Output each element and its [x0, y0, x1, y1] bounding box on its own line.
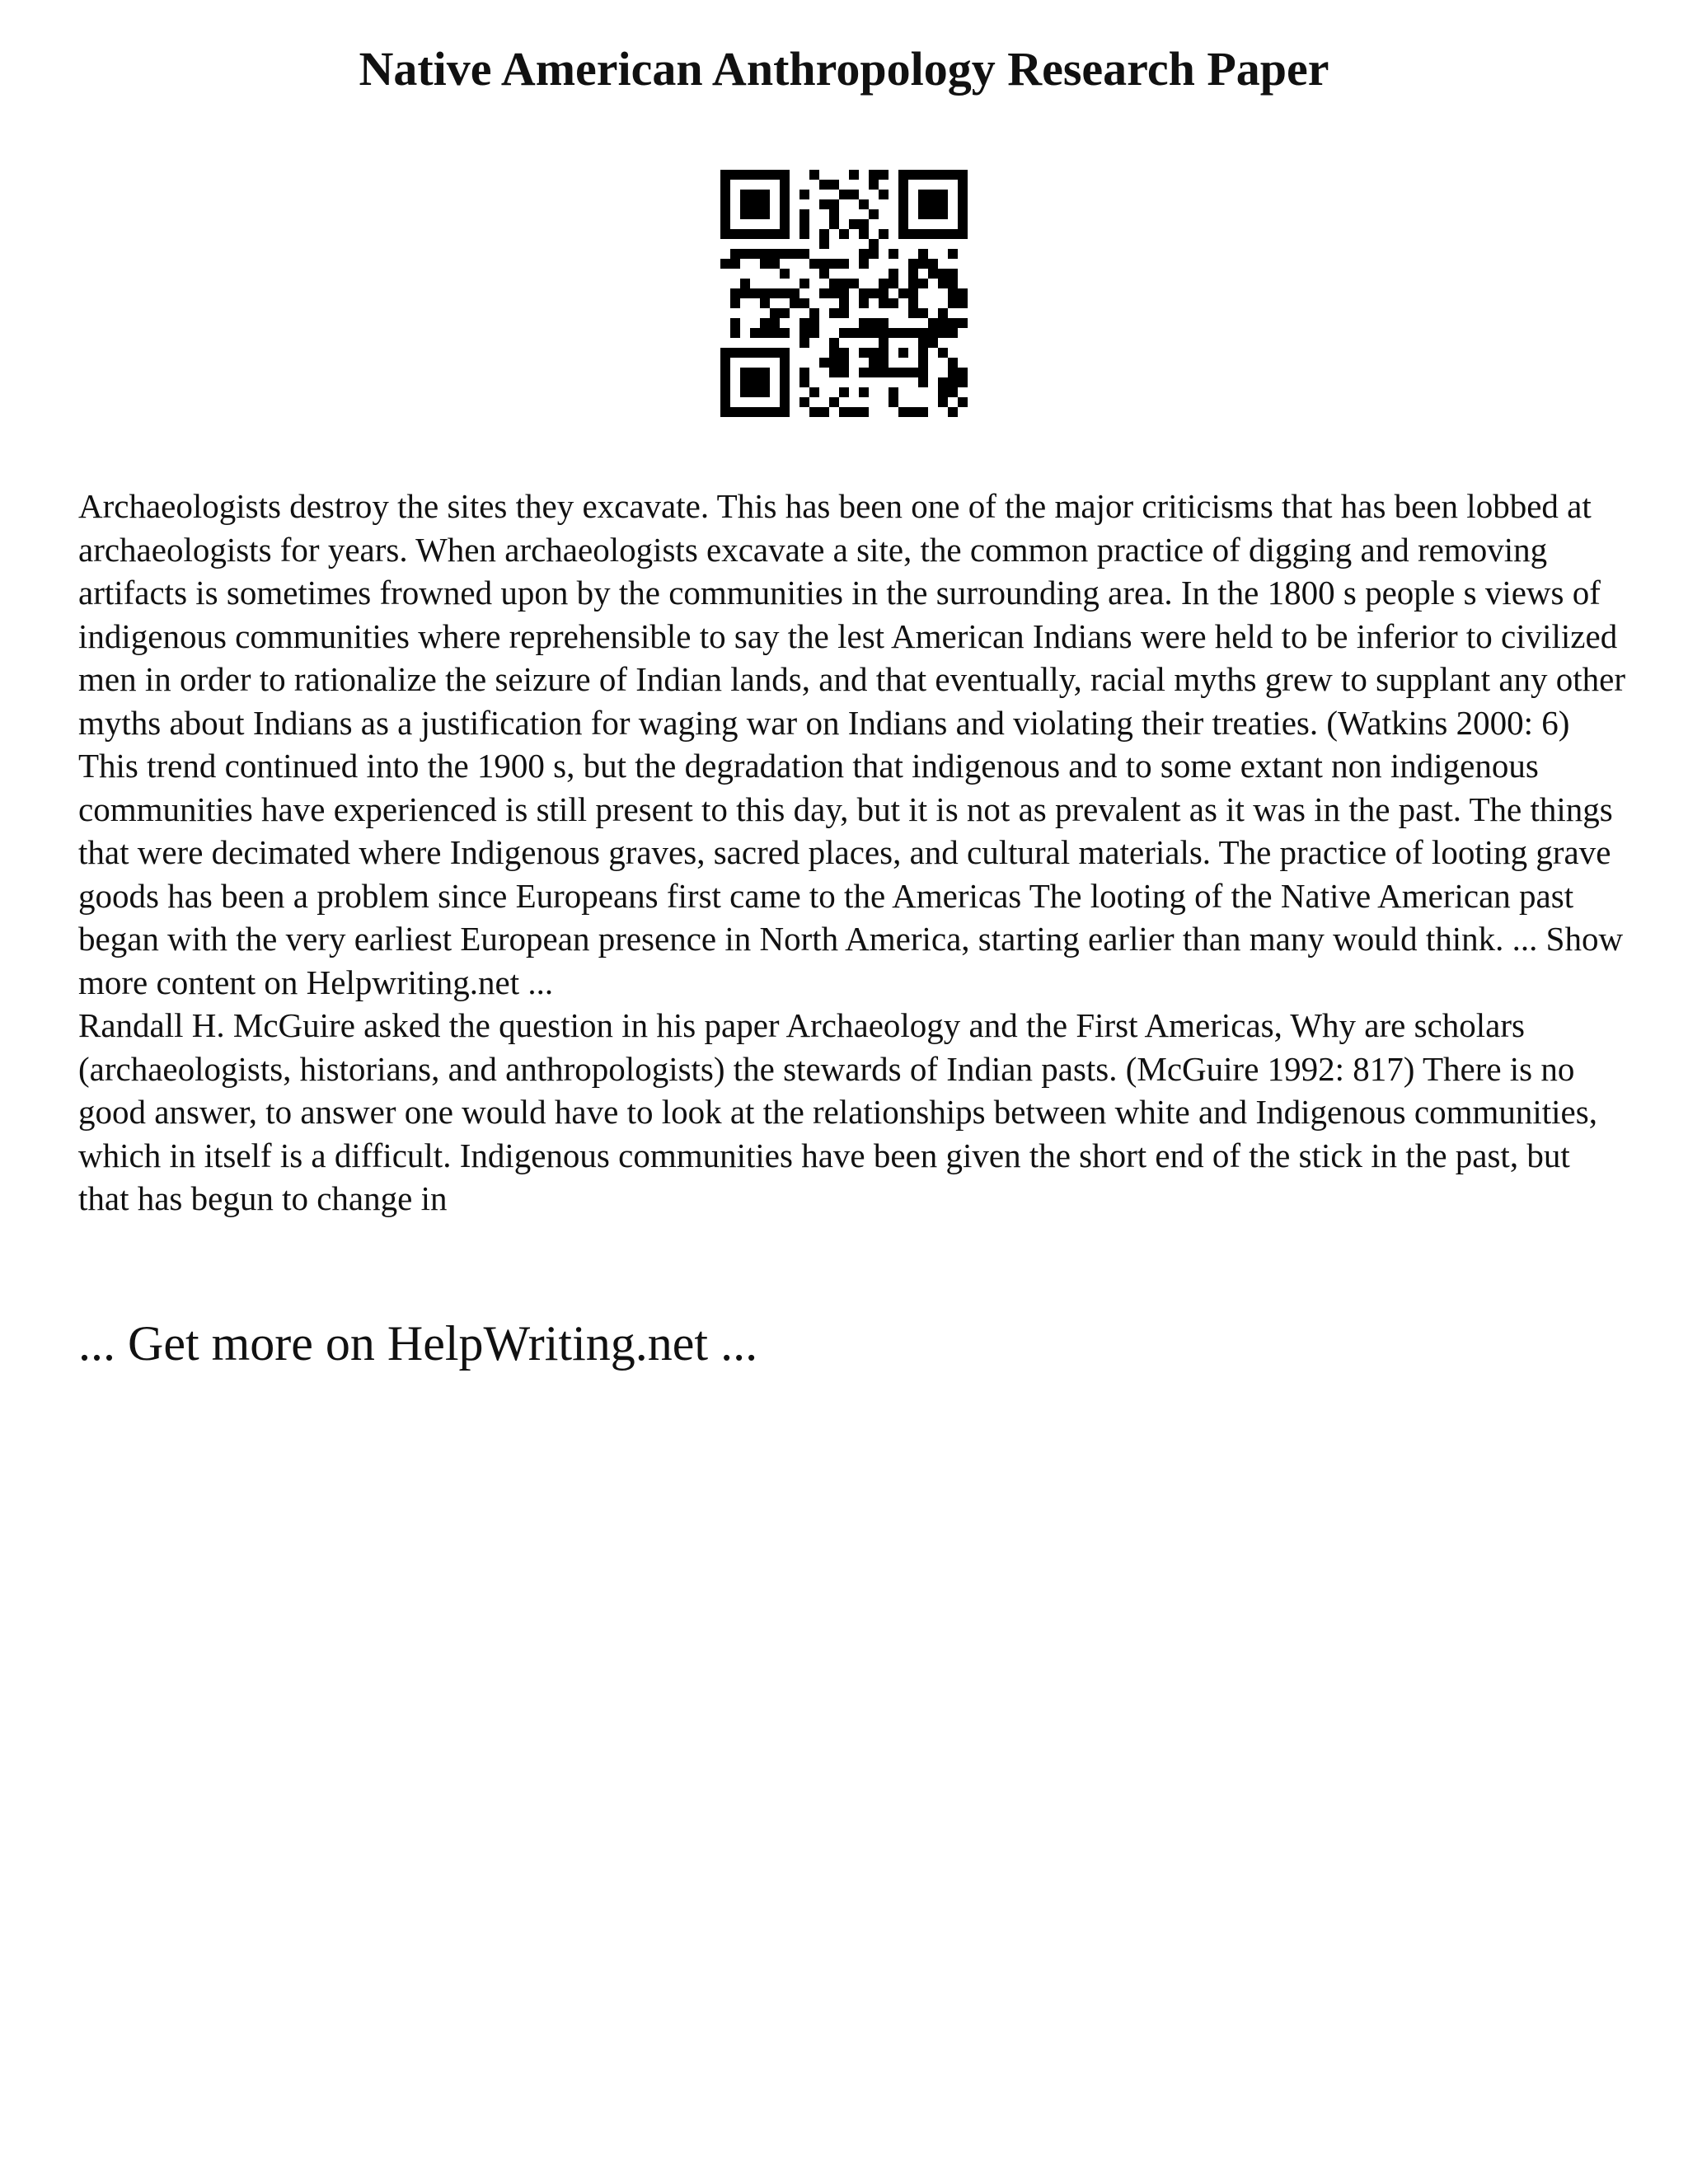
get-more-link[interactable]: ... Get more on HelpWriting.net ...	[78, 1316, 758, 1371]
qr-code-icon	[720, 170, 968, 417]
paragraph-2: Randall H. McGuire asked the question in his paper Archaeology and the First Americas, Why are scholars (archaeologists, historians, and anthropologists) the stewards of Indian pasts. (McGuire 1992: 817) There is no good answer, to answer one would have to look at the relationships between white and Indigenous communities, which in itself is a difficult. Indigenous communities have been given the short end of the stick in the past, but that has begun to change in	[78, 1006, 1597, 1217]
document-body	[78, 485, 1628, 1221]
paragraph-1: Archaeologists destroy the sites they excavate. This has been one of the major criticisms that has been lobbed at archaeologists for years. When archaeologists excavate a site, the common practice of digging and removing artifacts is sometimes frowned upon by the communities in the surrounding area. In the 1800 s people s views of indigenous communities where reprehensible to say the lest American Indians were held to be inferior to civilized men in order to rationalize the seizure of Indian lands, and that eventually, racial myths grew to supplant any other myths about Indians as a justification for waging war on Indians and violating their treaties. (Watkins 2000: 6) This trend continued into the 1900 s, but the degradation that indigenous and to some extant non indigenous communities have experienced is still present to this day, but it is not as prevalent as it was in the past. The things that were decimated where Indigenous graves, sacred places, and cultural materials. The practice of looting grave goods has been a problem since Europeans first came to the Americas The looting of the Native American past began with the very earliest European presence in North America, starting earlier than many would think. ... Show more content on Helpwriting.net ...	[78, 487, 1626, 1001]
document-title: Native American Anthropology Research Paper	[359, 42, 1329, 96]
